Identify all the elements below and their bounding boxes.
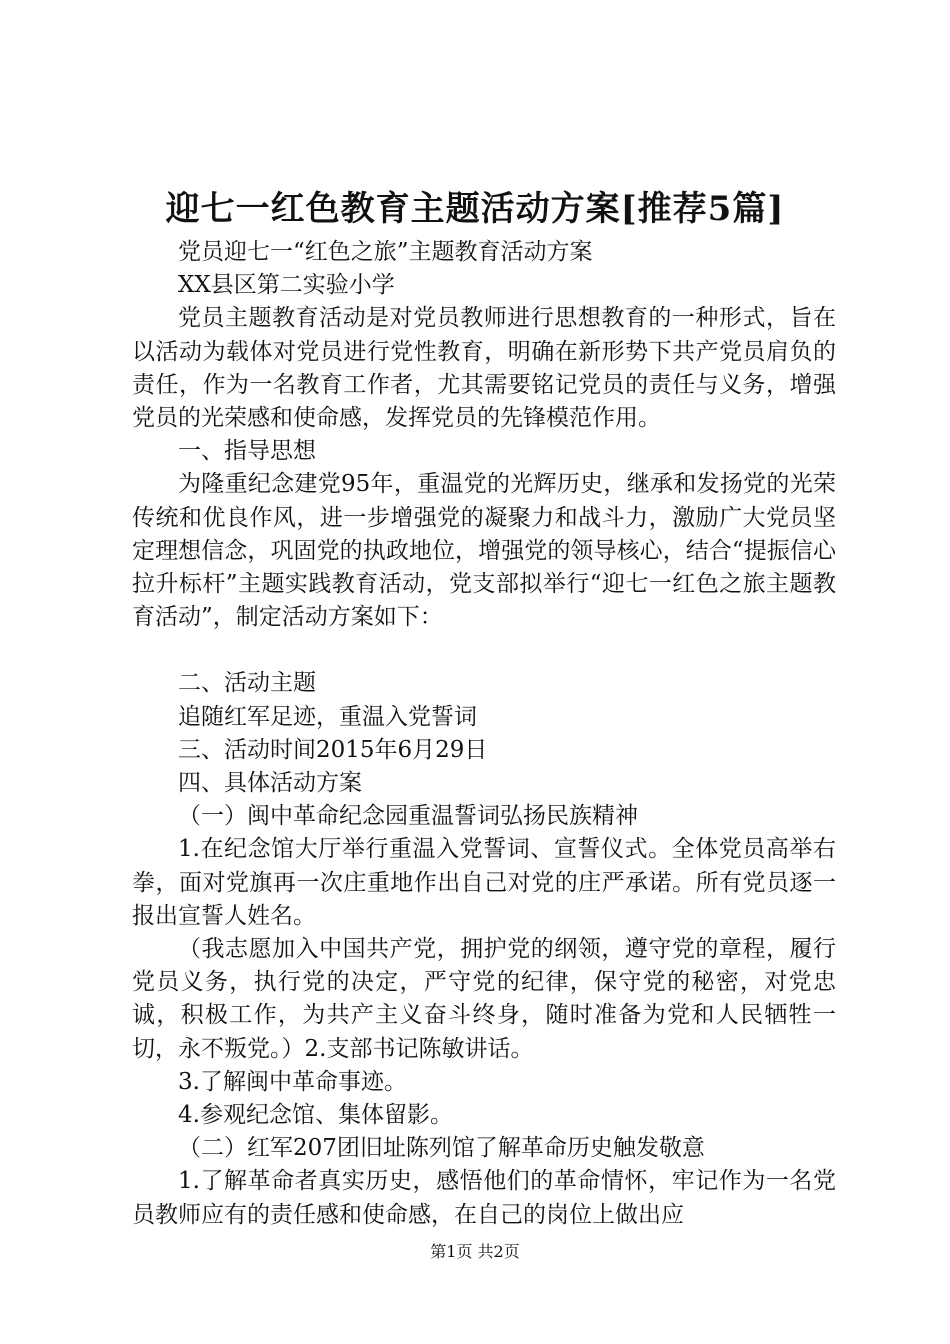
blank-line xyxy=(132,634,836,667)
subtitle-paragraph: 党员迎七一“红色之旅”主题教育活动方案 xyxy=(178,239,593,265)
section-heading-activity-theme: 二、活动主题 xyxy=(178,670,316,697)
section-heading-guiding-ideology: 一、指导思想 xyxy=(178,438,316,465)
subsection-heading-1: （一）闽中革命纪念园重温誓词弘扬民族精神 xyxy=(178,803,638,830)
section-heading-activity-time: 三、活动时间2015年6月29日 xyxy=(178,736,488,763)
plan-item-paragraph: 1.了解革命者真实历史，感悟他们的革命情怀，牢记作为一名党员教师应有的责任感和使命感，在自己的岗位上做出应 xyxy=(132,1168,836,1228)
plan-item-paragraph: 3.了解闽中革命事迹。 xyxy=(178,1068,407,1095)
page-footer: 第1页 共2页 xyxy=(430,1242,520,1261)
section-heading-activity-plan: 四、具体活动方案 xyxy=(178,770,362,797)
oath-paragraph: （我志愿加入中国共产党，拥护党的纲领，遵守党的章程，履行党员义务，执行党的决定，严守党的纪律，保守党的秘密，对党忠诚，积极工作，为共产主义奋斗终身，随时准备为党和人民牺牲一切，永不叛党。）2.支部书记陈敏讲话。 xyxy=(132,936,836,1062)
plan-item-paragraph: 4.参观纪念馆、集体留影。 xyxy=(178,1102,453,1129)
activity-theme-paragraph: 追随红军足迹，重温入党誓词 xyxy=(178,703,477,730)
document-body xyxy=(132,236,836,1232)
guiding-ideology-paragraph: 为隆重纪念建党95年，重温党的光辉历史，继承和发扬党的光荣传统和优良作风，进一步增强党的凝聚力和战斗力，激励广大党员坚定理想信念，巩固党的执政地位，增强党的领导核心，结合“提振信心拉升标杆”主题实践教育活动，党支部拟举行“迎七一红色之旅主题教育活动”，制定活动方案如下： xyxy=(132,471,836,631)
intro-paragraph: 党员主题教育活动是对党员教师进行思想教育的一种形式，旨在以活动为载体对党员进行党性教育，明确在新形势下共产党员肩负的责任，作为一名教育工作者，尤其需要铭记党员的责任与义务，增强党员的光荣感和使命感，发挥党员的先锋模范作用。 xyxy=(132,305,836,432)
subsection-heading-2: （二）红军207团旧址陈列馆了解革命历史触发敬意 xyxy=(178,1135,705,1162)
plan-item-paragraph: 1.在纪念馆大厅举行重温入党誓词、宣誓仪式。全体党员高举右拳，面对党旗再一次庄重地作出自己对党的庄严承诺。所有党员逐一报出宣誓人姓名。 xyxy=(132,836,836,929)
school-name-paragraph: XX县区第二实验小学 xyxy=(178,272,395,299)
document-title: 迎七一红色教育主题活动方案[推荐5篇] xyxy=(165,189,785,229)
